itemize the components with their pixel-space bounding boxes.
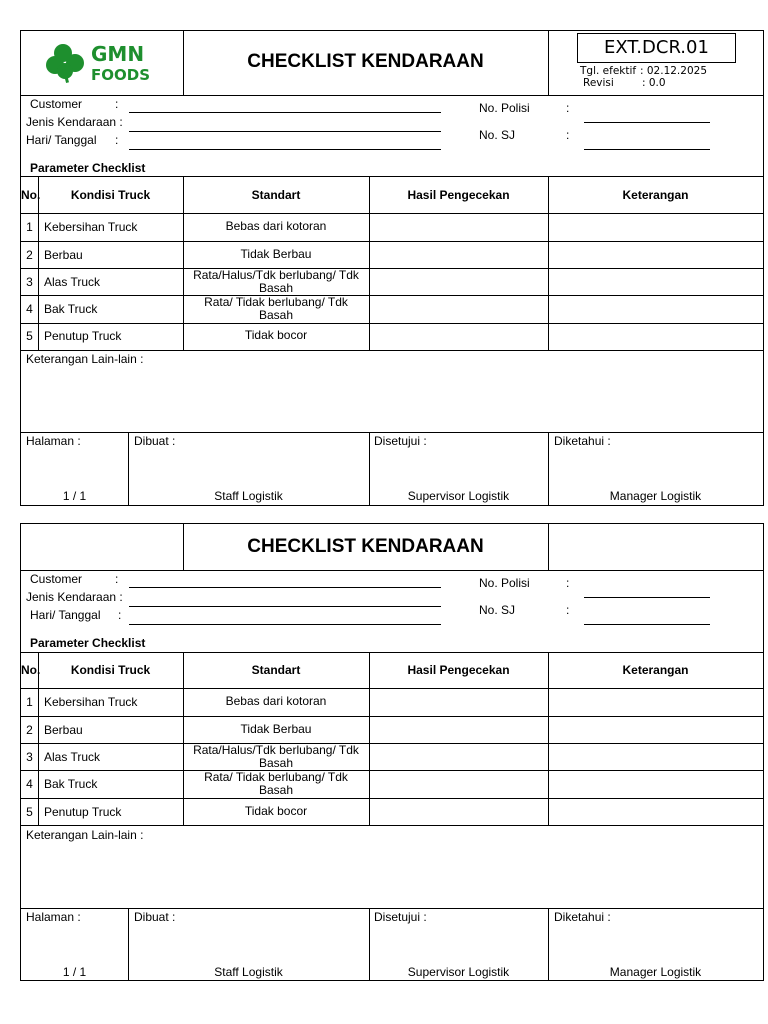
vehicle-type-field[interactable] (129, 606, 441, 607)
customer-field[interactable] (129, 112, 441, 113)
row-standard: Bebas dari kotoran (225, 219, 327, 233)
row-condition: Kebersihan Truck (44, 695, 138, 709)
date-field[interactable] (129, 149, 441, 150)
row-number: 5 (26, 329, 33, 343)
other-notes-label: Keterangan Lain-lain : (26, 352, 144, 366)
row-condition: Bak Truck (44, 777, 98, 791)
logo-text-top: GMN (91, 42, 145, 66)
page-value: 1 / 1 (62, 965, 87, 979)
known-by-label: Diketahui : (554, 910, 611, 924)
made-by-label: Dibuat : (134, 434, 176, 448)
column-header-result: Hasil Pengecekan (407, 188, 510, 202)
header-bottom-rule (21, 95, 763, 96)
header-divider (548, 524, 549, 570)
known-by-label: Diketahui : (554, 434, 611, 448)
row-number: 1 (26, 695, 33, 709)
date-label: Hari/ Tanggal (30, 608, 101, 622)
row-number: 1 (26, 220, 33, 234)
row-standard: Tidak Berbau (240, 247, 312, 261)
row-condition: Berbau (44, 248, 83, 262)
approved-by-label: Disetujui : (374, 910, 427, 924)
police-no-colon: : (566, 101, 570, 115)
table-row-rule (21, 268, 763, 269)
sj-no-field[interactable] (584, 149, 710, 150)
row-condition: Alas Truck (44, 750, 101, 764)
table-row-rule (21, 770, 763, 771)
approved-by-label: Disetujui : (374, 434, 427, 448)
row-standard: Rata/Halus/Tdk berlubang/ Tdk Basah (193, 268, 359, 295)
table-col-divider (183, 176, 184, 350)
row-number: 2 (26, 723, 33, 737)
section-label: Parameter Checklist (30, 636, 146, 650)
header-bottom-rule (21, 570, 763, 571)
column-header-no: No. (21, 663, 41, 677)
gmn-foods-logo (45, 39, 157, 87)
known-by-role: Manager Logistik (609, 965, 702, 979)
effective-date-label: Tgl. efektif (580, 65, 637, 77)
column-header-condition: Kondisi Truck (70, 663, 151, 677)
column-header-no: No. (21, 188, 41, 202)
checklist-form-1 (20, 30, 764, 506)
column-header-standard: Standart (251, 663, 301, 677)
table-bottom-rule (21, 825, 763, 826)
page-value: 1 / 1 (62, 489, 87, 503)
document-code: EXT.DCR.01 (577, 33, 736, 63)
table-col-divider (38, 176, 39, 350)
police-no-field[interactable] (584, 597, 710, 598)
row-number: 3 (26, 275, 33, 289)
customer-colon: : (115, 97, 119, 111)
row-condition: Alas Truck (44, 275, 101, 289)
customer-label: Customer (30, 572, 83, 586)
police-no-label: No. Polisi (479, 576, 530, 590)
row-condition: Bak Truck (44, 302, 98, 316)
table-bottom-rule (21, 350, 763, 351)
table-header-rule (21, 688, 763, 689)
date-field[interactable] (129, 624, 441, 625)
vehicle-type-label: Jenis Kendaraan : (26, 590, 123, 604)
row-standard: Rata/ Tidak berlubang/ Tdk Basah (204, 295, 348, 322)
customer-colon: : (115, 572, 119, 586)
footer-top-rule (21, 432, 763, 433)
row-standard: Rata/ Tidak berlubang/ Tdk Basah (204, 770, 348, 797)
page-title: CHECKLIST KENDARAAN (247, 51, 484, 72)
other-notes-label: Keterangan Lain-lain : (26, 828, 144, 842)
table-col-divider (183, 652, 184, 825)
row-number: 3 (26, 750, 33, 764)
approved-by-role: Supervisor Logistik (407, 965, 510, 979)
header-divider (548, 31, 549, 95)
table-row-rule (21, 295, 763, 296)
sj-no-field[interactable] (584, 624, 710, 625)
row-number: 4 (26, 777, 33, 791)
row-number: 2 (26, 248, 33, 262)
row-number: 4 (26, 302, 33, 316)
row-number: 5 (26, 805, 33, 819)
sj-no-label: No. SJ (479, 603, 516, 617)
table-col-divider (548, 176, 549, 350)
column-header-condition: Kondisi Truck (70, 188, 151, 202)
effective-date-value: : 02.12.2025 (640, 65, 707, 77)
row-standard: Tidak bocor (244, 328, 308, 342)
row-standard: Tidak bocor (244, 804, 308, 818)
table-row-rule (21, 743, 763, 744)
police-no-label: No. Polisi (479, 101, 530, 115)
customer-label: Customer (30, 97, 83, 111)
page-label: Halaman : (26, 910, 81, 924)
table-top-rule (21, 652, 763, 653)
customer-field[interactable] (129, 587, 441, 588)
made-by-role: Staff Logistik (214, 965, 283, 979)
revision-label: Revisi (583, 77, 614, 89)
row-condition: Kebersihan Truck (44, 220, 138, 234)
table-header-rule (21, 213, 763, 214)
footer-top-rule (21, 908, 763, 909)
approved-by-role: Supervisor Logistik (407, 489, 510, 503)
made-by-role: Staff Logistik (214, 489, 283, 503)
row-condition: Berbau (44, 723, 83, 737)
logo-text-bottom: FOODS (91, 66, 151, 84)
row-condition: Penutup Truck (44, 329, 122, 343)
column-header-notes: Keterangan (622, 188, 689, 202)
section-label: Parameter Checklist (30, 161, 146, 175)
table-top-rule (21, 176, 763, 177)
table-col-divider (38, 652, 39, 825)
known-by-role: Manager Logistik (609, 489, 702, 503)
sj-no-colon: : (566, 603, 570, 617)
table-row-rule (21, 241, 763, 242)
police-no-colon: : (566, 576, 570, 590)
table-row-rule (21, 798, 763, 799)
page-label: Halaman : (26, 434, 81, 448)
checklist-form-2 (20, 523, 764, 981)
row-standard: Rata/Halus/Tdk berlubang/ Tdk Basah (193, 743, 359, 770)
table-row-rule (21, 716, 763, 717)
clover-logo-icon (45, 39, 157, 87)
date-label: Hari/ Tanggal (26, 133, 97, 147)
column-header-standard: Standart (251, 188, 301, 202)
table-row-rule (21, 323, 763, 324)
row-standard: Bebas dari kotoran (225, 694, 327, 708)
table-col-divider (369, 652, 370, 825)
table-col-divider (369, 176, 370, 350)
row-standard: Tidak Berbau (240, 722, 312, 736)
sj-no-label: No. SJ (479, 128, 516, 142)
vehicle-type-field[interactable] (129, 131, 441, 132)
made-by-label: Dibuat : (134, 910, 176, 924)
column-header-result: Hasil Pengecekan (407, 663, 510, 677)
table-col-divider (548, 652, 549, 825)
page-title: CHECKLIST KENDARAAN (247, 536, 484, 557)
row-condition: Penutup Truck (44, 805, 122, 819)
date-colon: : (115, 133, 119, 147)
police-no-field[interactable] (584, 122, 710, 123)
revision-value: : 0.0 (642, 77, 666, 89)
date-colon: : (118, 608, 122, 622)
column-header-notes: Keterangan (622, 663, 689, 677)
vehicle-type-label: Jenis Kendaraan : (26, 115, 123, 129)
sj-no-colon: : (566, 128, 570, 142)
